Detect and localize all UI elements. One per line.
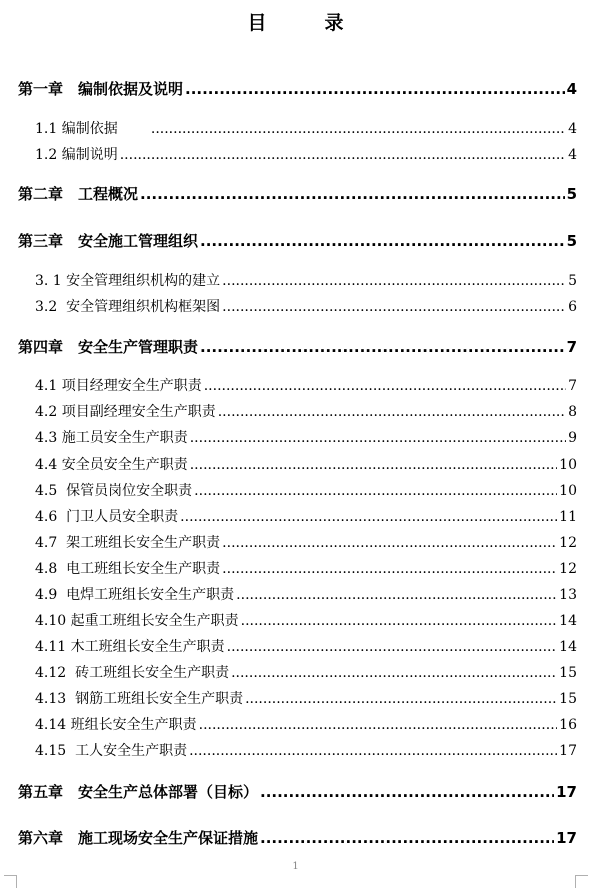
toc-entry-label: 4.15 工人安全生产职责 <box>35 743 188 759</box>
toc-leader-dots <box>140 185 565 203</box>
toc-leader-dots <box>245 691 557 707</box>
toc-leader-dots <box>194 483 557 499</box>
toc-entry-page: 5 <box>566 185 577 203</box>
toc-entry-page: 17 <box>559 743 577 759</box>
toc-entry-label: 4.1 项目经理安全生产职责 <box>35 378 202 394</box>
toc-entry-page: 7 <box>566 338 577 356</box>
toc-entry-page: 12 <box>559 561 577 577</box>
toc-chapter-entry <box>18 183 577 204</box>
toc-chapter-entry <box>18 336 577 357</box>
toc-leader-dots <box>199 717 558 733</box>
toc-entry-label: 4.4 安全员安全生产职责 <box>35 457 188 473</box>
page-title: 目录 <box>247 12 402 34</box>
toc-entry-page: 17 <box>556 783 577 801</box>
toc-section-entry <box>35 296 577 316</box>
toc-entry-label: 4.7 架工班组长安全生产职责 <box>35 535 221 551</box>
toc-entry-label: 4.3 施工员安全生产职责 <box>35 430 188 446</box>
toc-leader-dots <box>222 535 557 551</box>
toc-section-entry <box>35 532 577 552</box>
toc-leader-dots <box>151 121 566 137</box>
toc-entry-label: 1.1 编制依据 <box>35 121 149 137</box>
toc-leader-dots <box>227 639 558 655</box>
page-number: 1 <box>292 861 299 872</box>
toc-entry-page: 8 <box>568 404 577 420</box>
toc-entry-page: 5 <box>568 273 577 289</box>
toc-entry-label: 第一章 编制依据及说明 <box>18 80 184 98</box>
toc-section-entry <box>35 740 577 760</box>
toc-entry-label: 4.13 钢筋工班组长安全生产职责 <box>35 691 244 707</box>
toc-entry-page: 10 <box>559 483 577 499</box>
toc-entry-label: 第四章 安全生产管理职责 <box>18 338 199 356</box>
toc-section-entry <box>35 144 577 164</box>
toc-entry-page: 13 <box>559 587 577 603</box>
toc-entry-page: 14 <box>559 639 577 655</box>
toc-entry-page: 14 <box>559 613 577 629</box>
toc-entry-label: 第三章 安全施工管理组织 <box>18 232 199 250</box>
toc-entry-label: 3.2 安全管理组织机构框架图 <box>35 299 221 315</box>
toc-leader-dots <box>120 147 566 163</box>
toc-entry-label: 1.2 编制说明 <box>35 147 118 163</box>
toc-entry-page: 9 <box>568 430 577 446</box>
toc-section-entry <box>35 506 577 526</box>
toc-entry-page: 11 <box>559 509 577 525</box>
toc-section-entry <box>35 610 577 630</box>
toc-section-entry <box>35 401 577 421</box>
toc-leader-dots <box>180 509 557 525</box>
toc-chapter-entry <box>18 230 577 251</box>
toc-entry-label: 4.2 项目副经理安全生产职责 <box>35 404 216 420</box>
toc-section-entry <box>35 558 577 578</box>
toc-leader-dots <box>185 80 565 98</box>
toc-section-entry <box>35 584 577 604</box>
toc-entry-label: 第二章 工程概况 <box>18 185 139 203</box>
toc-entry-page: 17 <box>556 829 577 847</box>
toc-entry-page: 4 <box>566 80 577 98</box>
toc-leader-dots <box>236 587 557 603</box>
toc-leader-dots <box>260 829 554 847</box>
toc-entry-page: 6 <box>568 299 577 315</box>
toc-entry-label: 4.14 班组长安全生产职责 <box>35 717 197 733</box>
toc-entry-label: 4.5 保管员岗位安全职责 <box>35 483 193 499</box>
toc-entry-label: 4.10 起重工班组长安全生产职责 <box>35 613 239 629</box>
toc-entry-label: 第五章 安全生产总体部署（目标） <box>18 783 259 801</box>
toc-section-entry <box>35 662 577 682</box>
toc-entry-label: 4.8 电工班组长安全生产职责 <box>35 561 221 577</box>
toc-leader-dots <box>222 299 566 315</box>
toc-section-entry <box>35 427 577 447</box>
toc-leader-dots <box>231 665 557 681</box>
toc-entry-page: 4 <box>568 121 577 137</box>
toc-section-entry <box>35 270 577 290</box>
page-corner-mark-left <box>4 875 17 888</box>
toc-section-entry <box>35 375 577 395</box>
toc-leader-dots <box>241 613 558 629</box>
toc-entry-label: 4.9 电焊工班组长安全生产职责 <box>35 587 235 603</box>
toc-entry-page: 4 <box>568 147 577 163</box>
toc-entry-label: 4.11 木工班组长安全生产职责 <box>35 639 225 655</box>
toc-entry-label: 第六章 施工现场安全生产保证措施 <box>18 829 259 847</box>
toc-chapter-entry <box>18 827 577 848</box>
toc-leader-dots <box>218 404 566 420</box>
toc-leader-dots <box>190 457 557 473</box>
toc-section-entry <box>35 118 577 138</box>
toc-chapter-entry <box>18 781 577 802</box>
toc-section-entry <box>35 480 577 500</box>
toc-section-entry <box>35 688 577 708</box>
toc-leader-dots <box>222 273 566 289</box>
toc-leader-dots <box>189 743 557 759</box>
page-corner-mark-right <box>575 875 588 888</box>
toc-leader-dots <box>190 430 566 446</box>
toc-entry-page: 15 <box>559 665 577 681</box>
toc-section-entry <box>35 454 577 474</box>
toc-leader-dots <box>200 232 565 250</box>
toc-entry-page: 5 <box>566 232 577 250</box>
toc-entry-page: 12 <box>559 535 577 551</box>
toc-entry-label: 4.6 门卫人员安全职责 <box>35 509 179 525</box>
toc-chapter-entry <box>18 78 577 99</box>
toc-entry-page: 10 <box>559 457 577 473</box>
toc-leader-dots <box>200 338 565 356</box>
toc-leader-dots <box>222 561 557 577</box>
toc-leader-dots <box>260 783 554 801</box>
toc-section-entry <box>35 714 577 734</box>
toc-entry-page: 15 <box>559 691 577 707</box>
toc-entry-label: 3. 1 安全管理组织机构的建立 <box>35 273 221 289</box>
toc-leader-dots <box>204 378 566 394</box>
toc-section-entry <box>35 636 577 656</box>
toc-entry-page: 16 <box>559 717 577 733</box>
toc-entry-page: 7 <box>568 378 577 394</box>
toc-entry-label: 4.12 砖工班组长安全生产职责 <box>35 665 230 681</box>
